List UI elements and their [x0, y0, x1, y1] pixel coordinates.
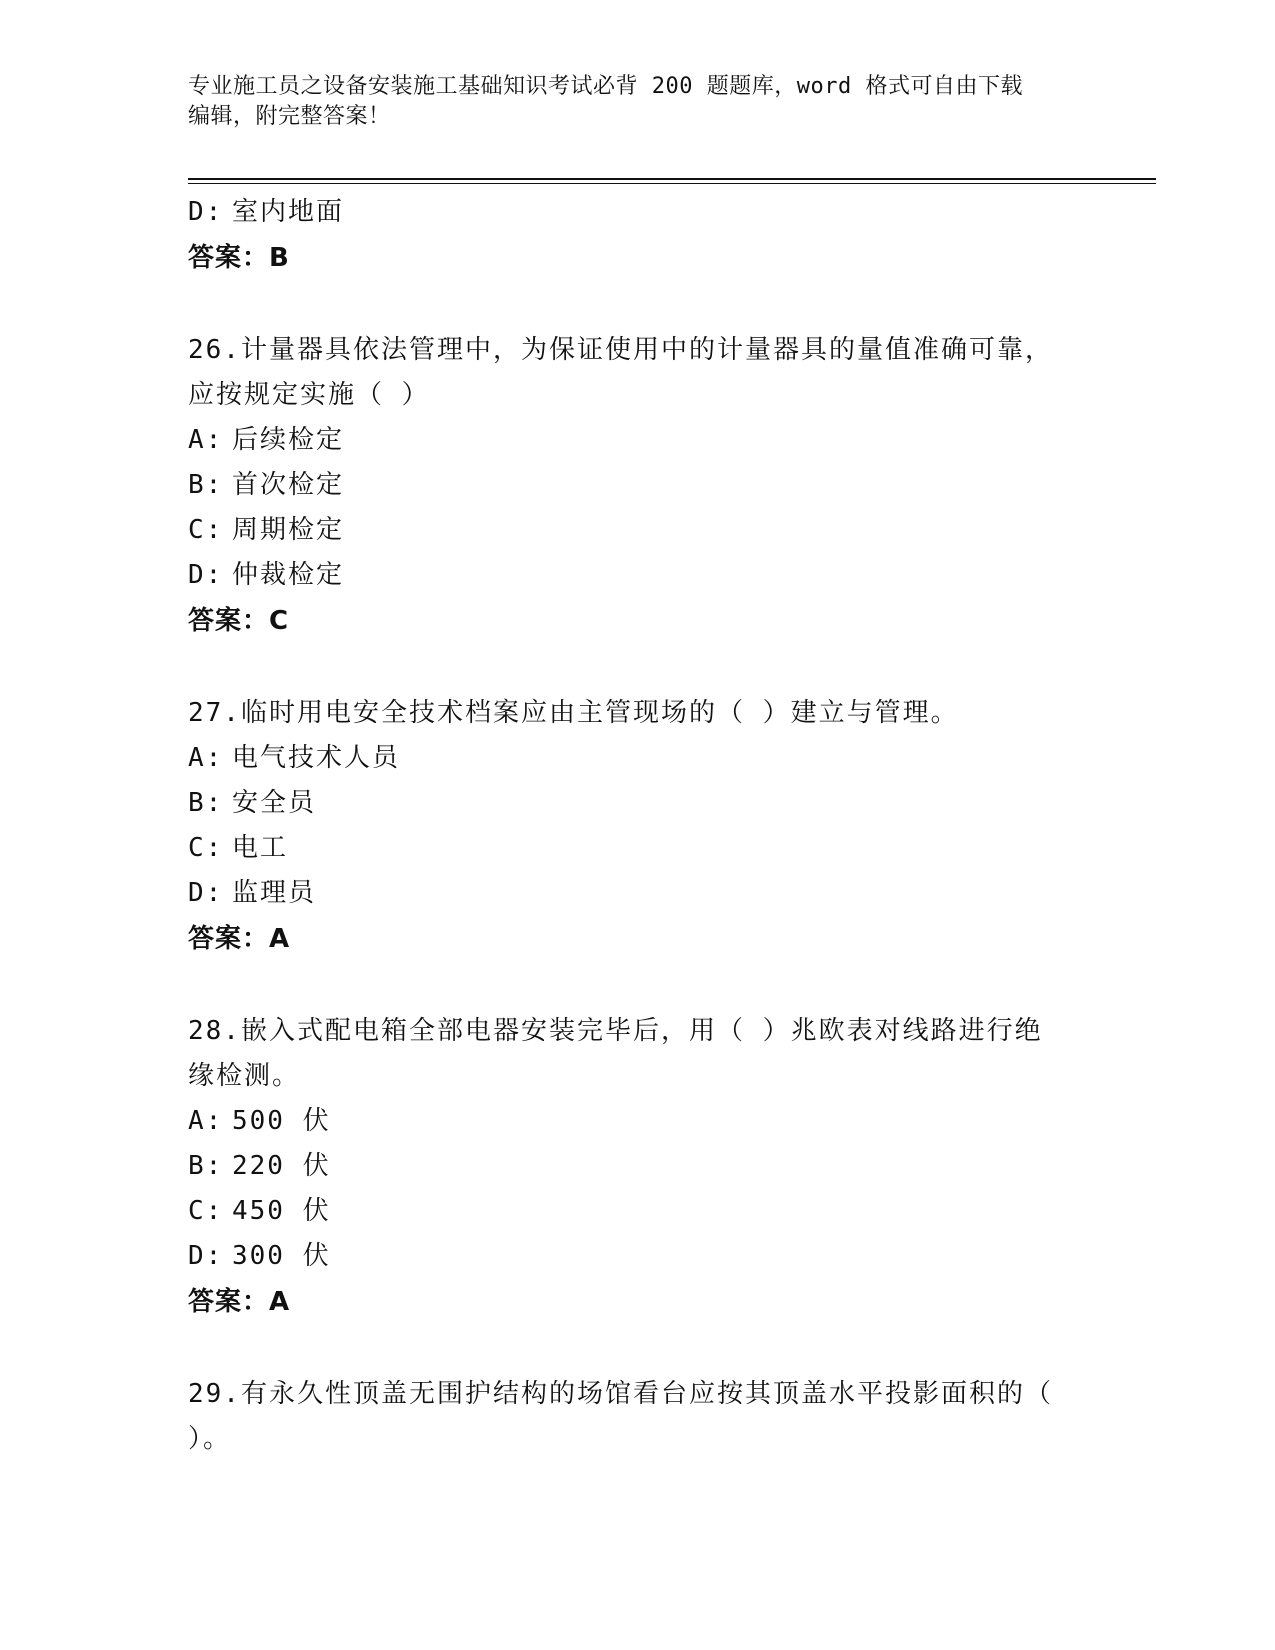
option-text: 安全员: [232, 788, 317, 818]
option-a: [188, 736, 1088, 781]
option-letter: B:: [188, 1151, 224, 1181]
option-b: [188, 781, 1088, 826]
question-29: [188, 1372, 1088, 1462]
question-stem: 缘检测。: [188, 1061, 301, 1091]
question-stem: 应按规定实施（ ）: [188, 380, 430, 410]
header-line-1: 专业施工员之设备安装施工基础知识考试必背 200 题题库，word 格式可自由下载: [188, 74, 1023, 99]
option-text: 220 伏: [232, 1151, 331, 1181]
option-letter: C:: [188, 515, 224, 545]
question-26: [188, 328, 1088, 644]
option-d: [188, 871, 1088, 916]
option-text: 电工: [232, 833, 289, 863]
option-b: [188, 1144, 1088, 1189]
option-letter: B:: [188, 788, 224, 818]
question-stem: 28.嵌入式配电箱全部电器安装完毕后，用（ ）兆欧表对线路进行绝: [188, 1016, 1043, 1046]
option-d: [188, 190, 1088, 235]
option-c: [188, 826, 1088, 871]
question-stem: ）。: [188, 1424, 232, 1454]
header-divider-thin: [188, 183, 1156, 184]
option-text: 500 伏: [232, 1106, 331, 1136]
answer-line: 答案：A: [188, 1287, 291, 1317]
question-content: [188, 190, 1088, 1462]
option-letter: A:: [188, 743, 224, 773]
option-c: [188, 1189, 1088, 1234]
option-letter: D:: [188, 560, 224, 590]
option-letter: D:: [188, 1241, 224, 1271]
option-c: [188, 508, 1088, 553]
option-d: [188, 1234, 1088, 1279]
option-letter: D:: [188, 878, 224, 908]
option-text: 首次检定: [232, 470, 345, 500]
question-stem: 27.临时用电安全技术档案应由主管现场的（ ）建立与管理。: [188, 698, 959, 728]
document-header: [188, 72, 1088, 132]
option-letter: B:: [188, 470, 224, 500]
question-stem: 26.计量器具依法管理中，为保证使用中的计量器具的量值准确可靠，: [188, 335, 1053, 365]
option-text: 后续检定: [232, 425, 345, 455]
option-letter: C:: [188, 833, 224, 863]
option-b: [188, 463, 1088, 508]
option-text: 周期检定: [232, 515, 345, 545]
option-text: 室内地面: [232, 197, 345, 227]
question-stem: 29.有永久性顶盖无围护结构的场馆看台应按其顶盖水平投影面积的（: [188, 1379, 1053, 1409]
answer-line: 答案：C: [188, 606, 290, 636]
option-text: 仲裁检定: [232, 560, 345, 590]
option-letter: D:: [188, 197, 224, 227]
header-divider-thick: [188, 178, 1156, 180]
header-line-2: 编辑，附完整答案！: [188, 104, 391, 129]
option-text: 450 伏: [232, 1196, 331, 1226]
option-text: 300 伏: [232, 1241, 331, 1271]
option-a: [188, 418, 1088, 463]
option-a: [188, 1099, 1088, 1144]
option-letter: A:: [188, 1106, 224, 1136]
answer-line: 答案：A: [188, 924, 291, 954]
option-letter: C:: [188, 1196, 224, 1226]
option-text: 电气技术人员: [232, 743, 401, 773]
option-text: 监理员: [232, 878, 317, 908]
answer-line: 答案：B: [188, 243, 290, 273]
question-28: [188, 1009, 1088, 1325]
question-27: [188, 691, 1088, 962]
option-letter: A:: [188, 425, 224, 455]
option-d: [188, 553, 1088, 598]
